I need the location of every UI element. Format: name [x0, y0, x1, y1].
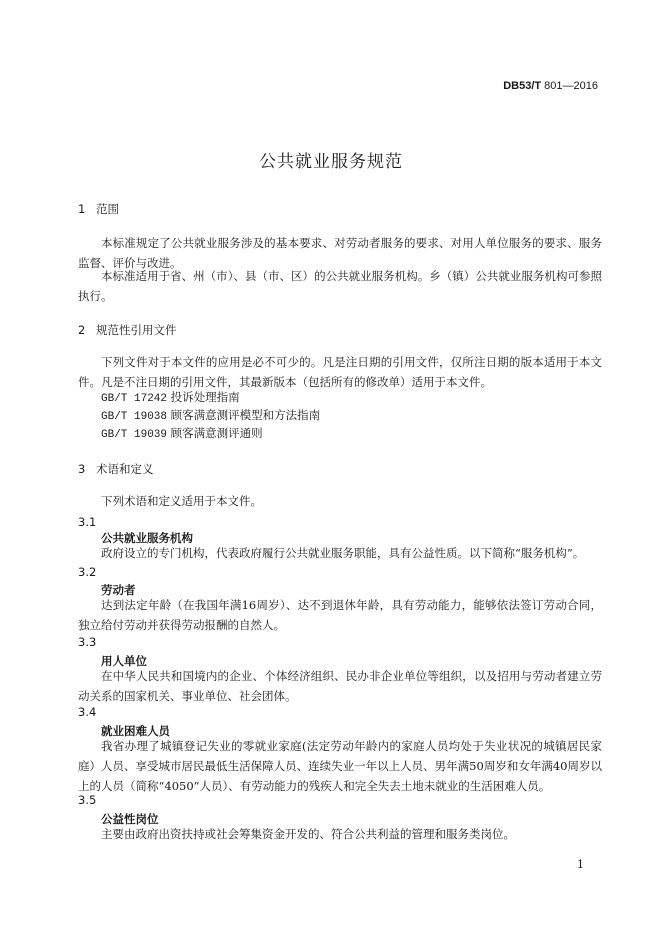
term-number: 3.3: [78, 635, 97, 649]
term-name: 就业困难人员: [101, 724, 170, 738]
standard-prefix: DB53/T: [503, 80, 542, 92]
section-1-paragraph-1: 本标准规定了公共就业服务涉及的基本要求、对劳动者服务的要求、对用人单位服务的要求、服务监督、评价与改进。: [78, 236, 602, 270]
section-title: 规范性引用文件: [96, 323, 177, 337]
section-1-paragraph-2: 本标准适用于省、州（市）、县（市、区）的公共就业服务机构。乡（镇）公共就业服务机构可参照执行。: [78, 269, 602, 303]
term-number: 3.2: [78, 565, 97, 579]
term-name: 公共就业服务机构: [101, 531, 193, 545]
section-number: 2: [78, 323, 86, 337]
standard-number: 801—2016: [544, 80, 598, 92]
term-definition: 我省办理了城镇登记失业的零就业家庭(法定劳动年龄内的家庭人员均处于失业状况的城镇居民家庭）人员、享受城市居民最低生活保障人员、连续失业一年以上人员、男年满50周岁和女年满40周岁以上的人员（简称“4050”人员）、有劳动能力的残疾人和完全失去土地未就业的生活困难人员。: [78, 739, 602, 793]
reference-code: GB/T 17242: [101, 393, 168, 405]
reference-name: 顾客满意测评模型和方法指南: [170, 408, 321, 422]
reference-name: 投诉处理指南: [170, 390, 240, 404]
term-name: 劳动者: [101, 583, 136, 597]
reference-item: [101, 390, 240, 406]
reference-item: [101, 426, 263, 442]
term-definition: 在中华人民共和国境内的企业、个体经济组织、民办非企业单位等组织，以及招用与劳动者建立劳动关系的国家机关、事业单位、社会团体。: [78, 669, 602, 703]
term-definition: 政府设立的专门机构，代表政府履行公共就业服务职能，具有公益性质。以下简称“服务机构”。: [101, 546, 585, 560]
section-2-intro: 下列文件对于本文件的应用是必不可少的。凡是注日期的引用文件，仅所注日期的版本适用于本文件。凡是不注日期的引用文件，其最新版本（包括所有的修改单）适用于本文件。: [78, 355, 602, 389]
section-3-heading: [78, 461, 154, 477]
page-number: 1: [577, 858, 584, 871]
term-name: 公益性岗位: [101, 812, 159, 826]
term-name: 用人单位: [101, 654, 147, 668]
section-number: 3: [78, 462, 86, 476]
section-2-heading: [78, 322, 177, 338]
standard-code: [503, 80, 598, 92]
reference-code: GB/T 19039: [101, 429, 168, 441]
term-definition: 达到法定年龄（在我国年满16周岁）、达不到退休年龄，具有劳动能力，能够依法签订劳动合同，独立给付劳动并获得劳动报酬的自然人。: [78, 598, 602, 632]
section-1-heading: [78, 201, 119, 217]
section-3-intro: 下列术语和定义适用于本文件。: [101, 494, 262, 508]
reference-code: GB/T 19038: [101, 411, 168, 423]
document-title: 公共就业服务规范: [259, 152, 403, 172]
section-title: 术语和定义: [96, 462, 154, 476]
term-number: 3.4: [78, 705, 97, 719]
term-number: 3.1: [78, 515, 97, 529]
term-definition: 主要由政府出资扶持或社会筹集资金开发的、符合公共利益的管理和服务类岗位。: [101, 827, 515, 841]
term-number: 3.5: [78, 793, 97, 807]
section-title: 范围: [96, 202, 119, 216]
reference-name: 顾客满意测评通则: [170, 426, 263, 440]
section-number: 1: [78, 202, 86, 216]
reference-item: [101, 408, 320, 424]
